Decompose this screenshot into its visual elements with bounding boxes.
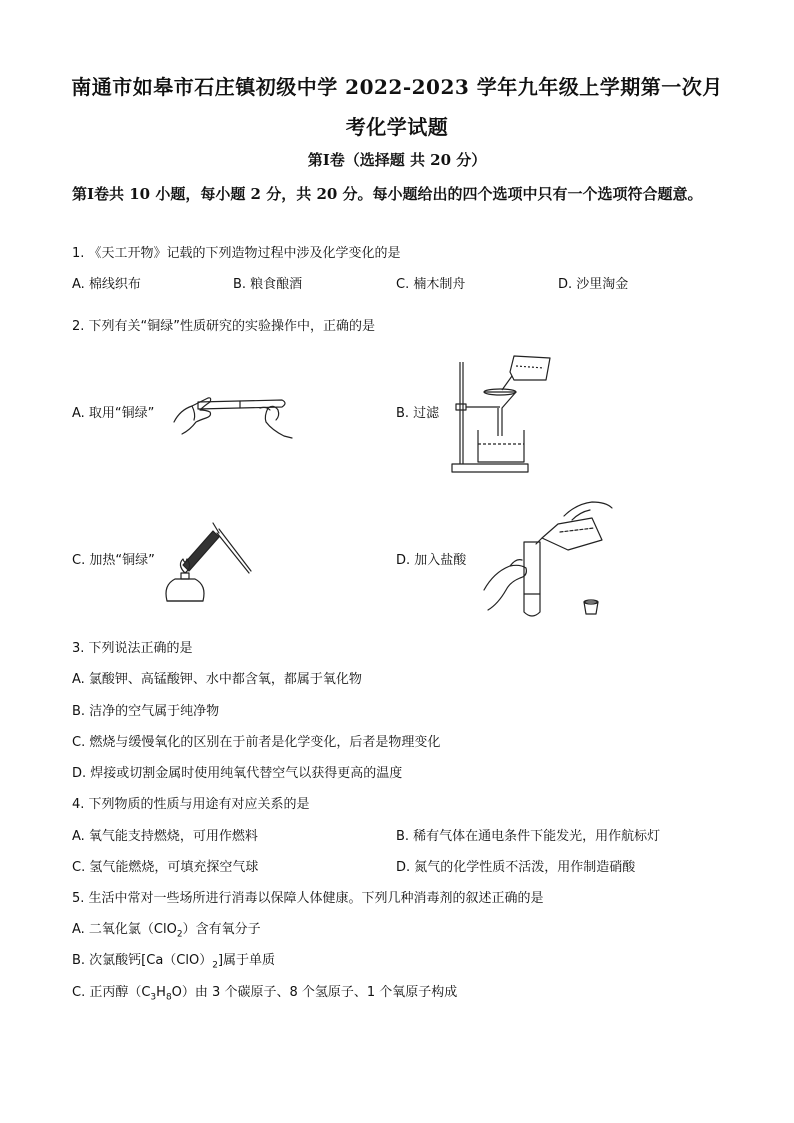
q3-option-a: A. 氯酸钾、高锰酸钾、水中都含氧，都属于氧化物 [72,672,362,687]
q3-option-b: B. 洁净的空气属于纯净物 [72,704,220,719]
q4-option-b: B. 稀有气体在通电条件下能发光，用作航标灯 [396,829,661,844]
q3-option-d: D. 焊接或切割金属时使用纯氧代替空气以获得更高的温度 [72,766,403,781]
q1-stem: 1. 《天工开物》记载的下列造物过程中涉及化学变化的是 [72,246,401,261]
instructions: 第Ⅰ卷共 10 小题，每小题 2 分，共 20 分。每小题给出的四个选项中只有一个选项符合题意。 [72,185,703,203]
q2-option-a: A. 取用“铜绿” [72,406,155,421]
heating-apparatus-icon [157,515,257,607]
q5-option-c: C. 正丙醇$(C_3H_8O)$由 3 个碳原子、8 个氢原子、1 个氧原子构成 [72,985,458,1003]
filtration-apparatus-icon [450,352,560,474]
q1-option-a: A. 棉线织布 [72,277,141,292]
title-line-1: 南通市如皋市石庄镇初级中学 2022-2023 学年九年级上学期第一次月 [71,75,723,99]
q5-option-b: B. 次氯酸钙$[Ca(ClO)_2]$属于单质 [72,953,276,971]
q3-stem: 3. 下列说法正确的是 [72,641,193,656]
q3-option-c: C. 燃烧与缓慢氧化的区别在于前者是化学变化，后者是物理变化 [72,735,441,750]
hands-test-tube-icon [170,386,295,441]
section-heading: 第Ⅰ卷（选择题 共 20 分） [307,151,487,169]
pouring-acid-icon [480,498,615,620]
q4-option-c: C. 氢气能燃烧，可填充探空气球 [72,860,259,875]
q1-option-b: B. 粮食酿酒 [233,277,303,292]
title-line-2: 考化学试题 [345,115,449,139]
q1-option-c: C. 楠木制舟 [396,277,466,292]
q2-option-c: C. 加热“铜绿” [72,553,155,568]
q2-stem: 2. 下列有关“铜绿”性质研究的实验操作中，正确的是 [72,319,376,334]
q1-option-d: D. 沙里淘金 [558,277,629,292]
q4-stem: 4. 下列物质的性质与用途有对应关系的是 [72,797,310,812]
q5-option-a: A. 二氧化氯（ClO$_2$）含有氧分子 [72,922,261,940]
q5-stem: 5. 生活中常对一些场所进行消毒以保障人体健康。下列几种消毒剂的叙述正确的是 [72,891,544,906]
q2-option-d: D. 加入盐酸 [396,553,467,568]
q4-option-a: A. 氧气能支持燃烧，可用作燃料 [72,829,258,844]
q2-option-b: B. 过滤 [396,406,440,421]
q4-option-d: D. 氮气的化学性质不活泼，用作制造硝酸 [396,860,636,875]
